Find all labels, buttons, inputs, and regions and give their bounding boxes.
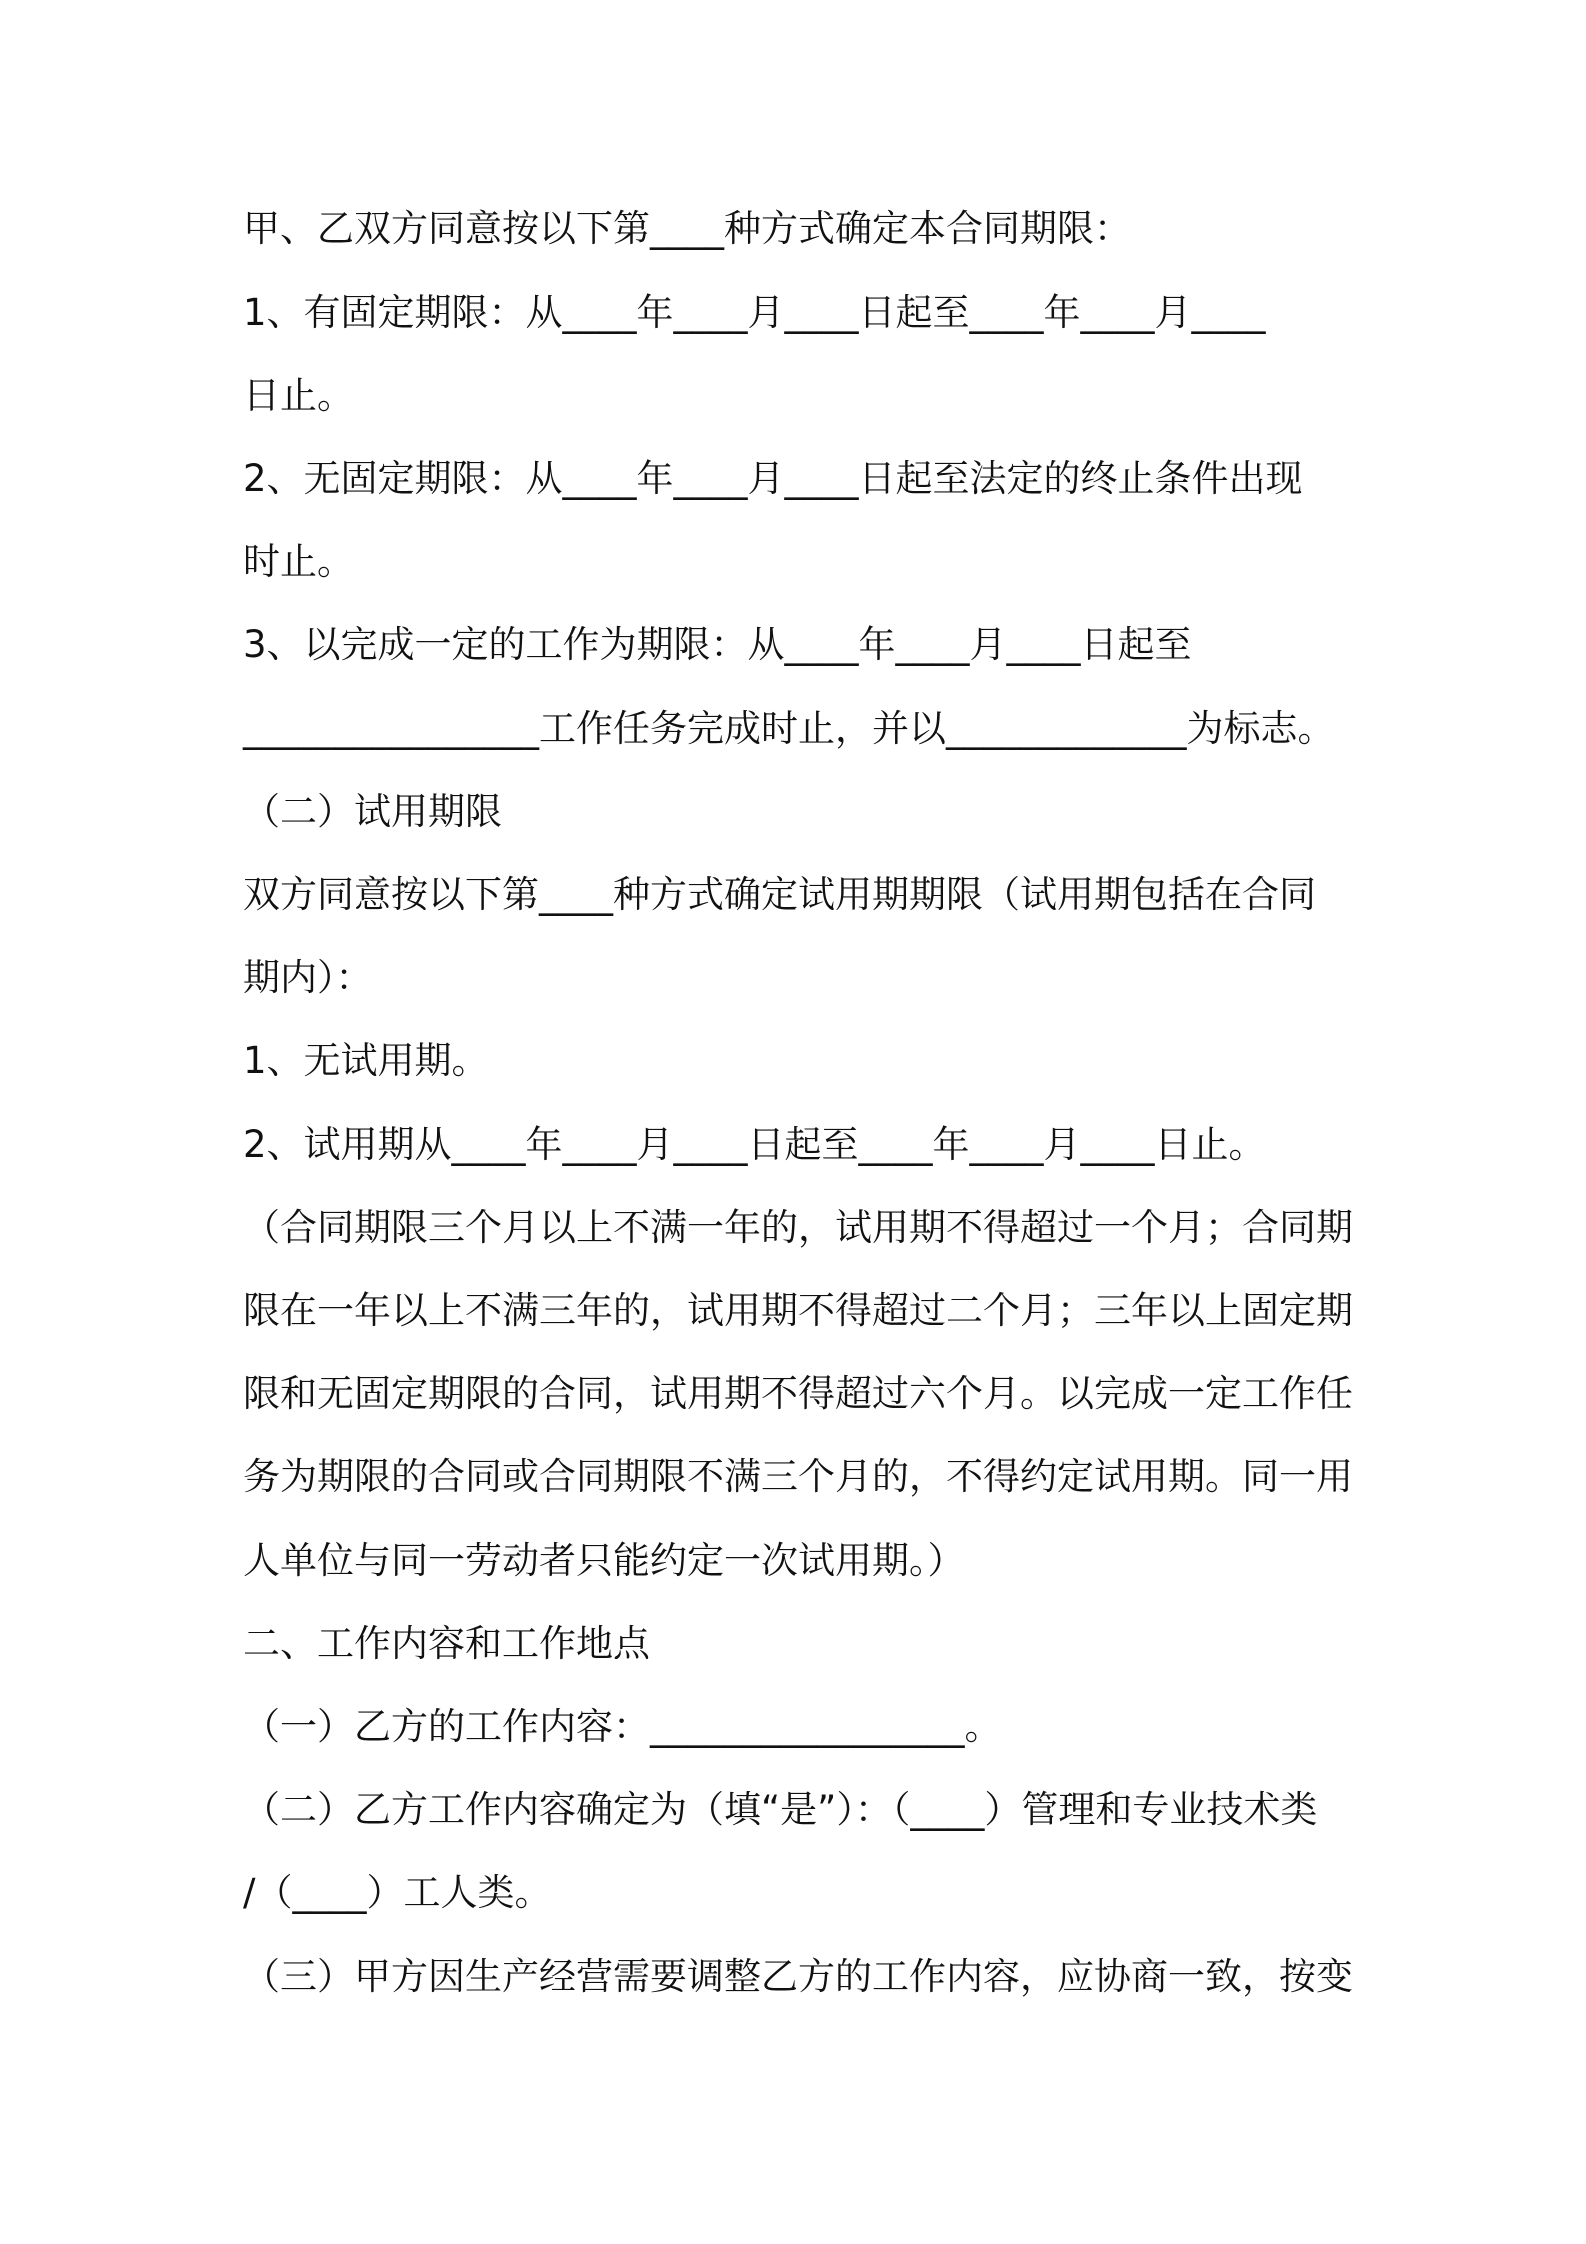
section-heading-probation: （二）试用期限 [243,790,502,833]
probation-note-line-1: （合同期限三个月以上不满一年的，试用期不得超过一个月；合同期 [243,1206,1353,1249]
open-term-option-end: 时止。 [243,540,354,583]
no-probation-option: 1、无试用期。 [243,1039,489,1082]
work-content-item-2-end: /（____）工人类。 [243,1871,552,1914]
work-content-item-2: （二）乙方工作内容确定为（填“是”）：（____）管理和专业技术类 [243,1788,1318,1831]
probation-period-option: 2、试用期从____年____月____日起至____年____月____日止。 [243,1123,1266,1166]
contract-term-intro: 甲、乙双方同意按以下第____种方式确定本合同期限： [243,207,1131,250]
work-content-item-1: （一）乙方的工作内容：_________________。 [243,1705,1002,1748]
probation-note-line-4: 务为期限的合同或合同期限不满三个月的，不得约定试用期。同一用 [243,1455,1353,1498]
probation-note-line-3: 限和无固定期限的合同，试用期不得超过六个月。以完成一定工作任 [243,1372,1353,1415]
task-term-option: 3、以完成一定的工作为期限：从____年____月____日起至 [243,623,1192,666]
work-content-item-3: （三）甲方因生产经营需要调整乙方的工作内容，应协商一致，按变 [243,1955,1353,1998]
task-term-option-end: ________________工作任务完成时止，并以_____________为标志。 [243,707,1335,750]
probation-note-line-2: 限在一年以上不满三年的，试用期不得超过二个月；三年以上固定期 [243,1289,1353,1332]
fixed-term-option: 1、有固定期限：从____年____月____日起至____年____月____ [243,291,1266,334]
probation-intro: 双方同意按以下第____种方式确定试用期期限（试用期包括在合同 [243,873,1316,916]
probation-intro-end: 期内）： [243,956,373,999]
probation-note-line-5: 人单位与同一劳动者只能约定一次试用期。） [243,1539,965,1582]
fixed-term-option-end: 日止。 [243,374,354,417]
section-heading-work-content: 二、工作内容和工作地点 [243,1622,650,1665]
open-term-option: 2、无固定期限：从____年____月____日起至法定的终止条件出现 [243,457,1303,500]
